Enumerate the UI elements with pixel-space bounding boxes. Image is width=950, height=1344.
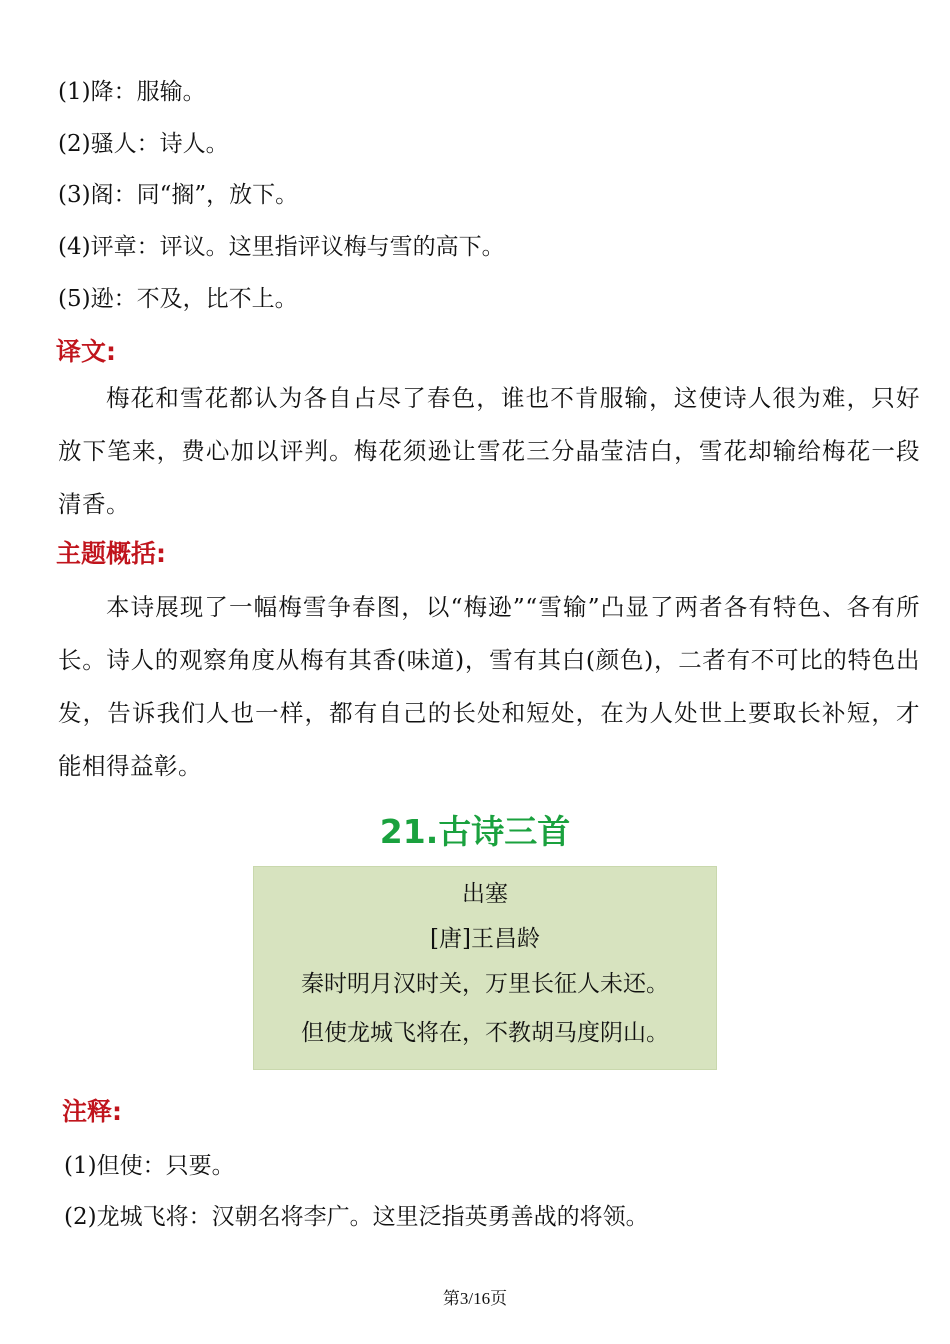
note-item-4: (4)评章：评议。这里指评议梅与雪的高下。	[58, 234, 505, 260]
note-item-1: (1)降：服输。	[58, 79, 206, 105]
theme-paragraph: 本诗展现了一幅梅雪争春图，以“梅逊”“雪输”凸显了两者各有特色、各有所长。诗人的观察角度从梅有其香(味道)，雪有其白(颜色)，二者有不可比的特色出发，告诉我们人也一样，都有自己的长处和短处，在为人处世上要取长补短，才能相得益彰。	[58, 593, 920, 780]
translation-paragraph: 梅花和雪花都认为各自占尽了春色，谁也不肯服输，这使诗人很为难，只好放下笔来，费心加以评判。梅花须逊让雪花三分晶莹洁白，雪花却输给梅花一段清香。	[58, 384, 920, 518]
note-item-5: (5)逊：不及，比不上。	[58, 286, 298, 312]
poem-author: [唐]王昌龄	[430, 926, 540, 952]
note-item-3: (3)阁：同“搁”，放下。	[58, 182, 299, 208]
lesson-title: 21.古诗三首	[379, 812, 571, 851]
annotation-item-2: (2)龙城飞将：汉朝名将李广。这里泛指英勇善战的将领。	[64, 1204, 649, 1230]
annotation-item-1: (1)但使：只要。	[64, 1153, 235, 1179]
translation-heading: 译文:	[56, 337, 116, 366]
poem-line-2: 但使龙城飞将在，不教胡马度阴山。	[301, 1020, 669, 1046]
poem-box	[253, 866, 717, 1070]
poem-line-1: 秦时明月汉时关，万里长征人未还。	[301, 971, 669, 997]
note-item-2: (2)骚人：诗人。	[58, 131, 229, 157]
annotations-heading: 注释:	[62, 1097, 122, 1126]
theme-heading: 主题概括:	[56, 539, 166, 568]
poem-title: 出塞	[462, 881, 508, 907]
page-number: 第3/16页	[442, 1289, 508, 1308]
